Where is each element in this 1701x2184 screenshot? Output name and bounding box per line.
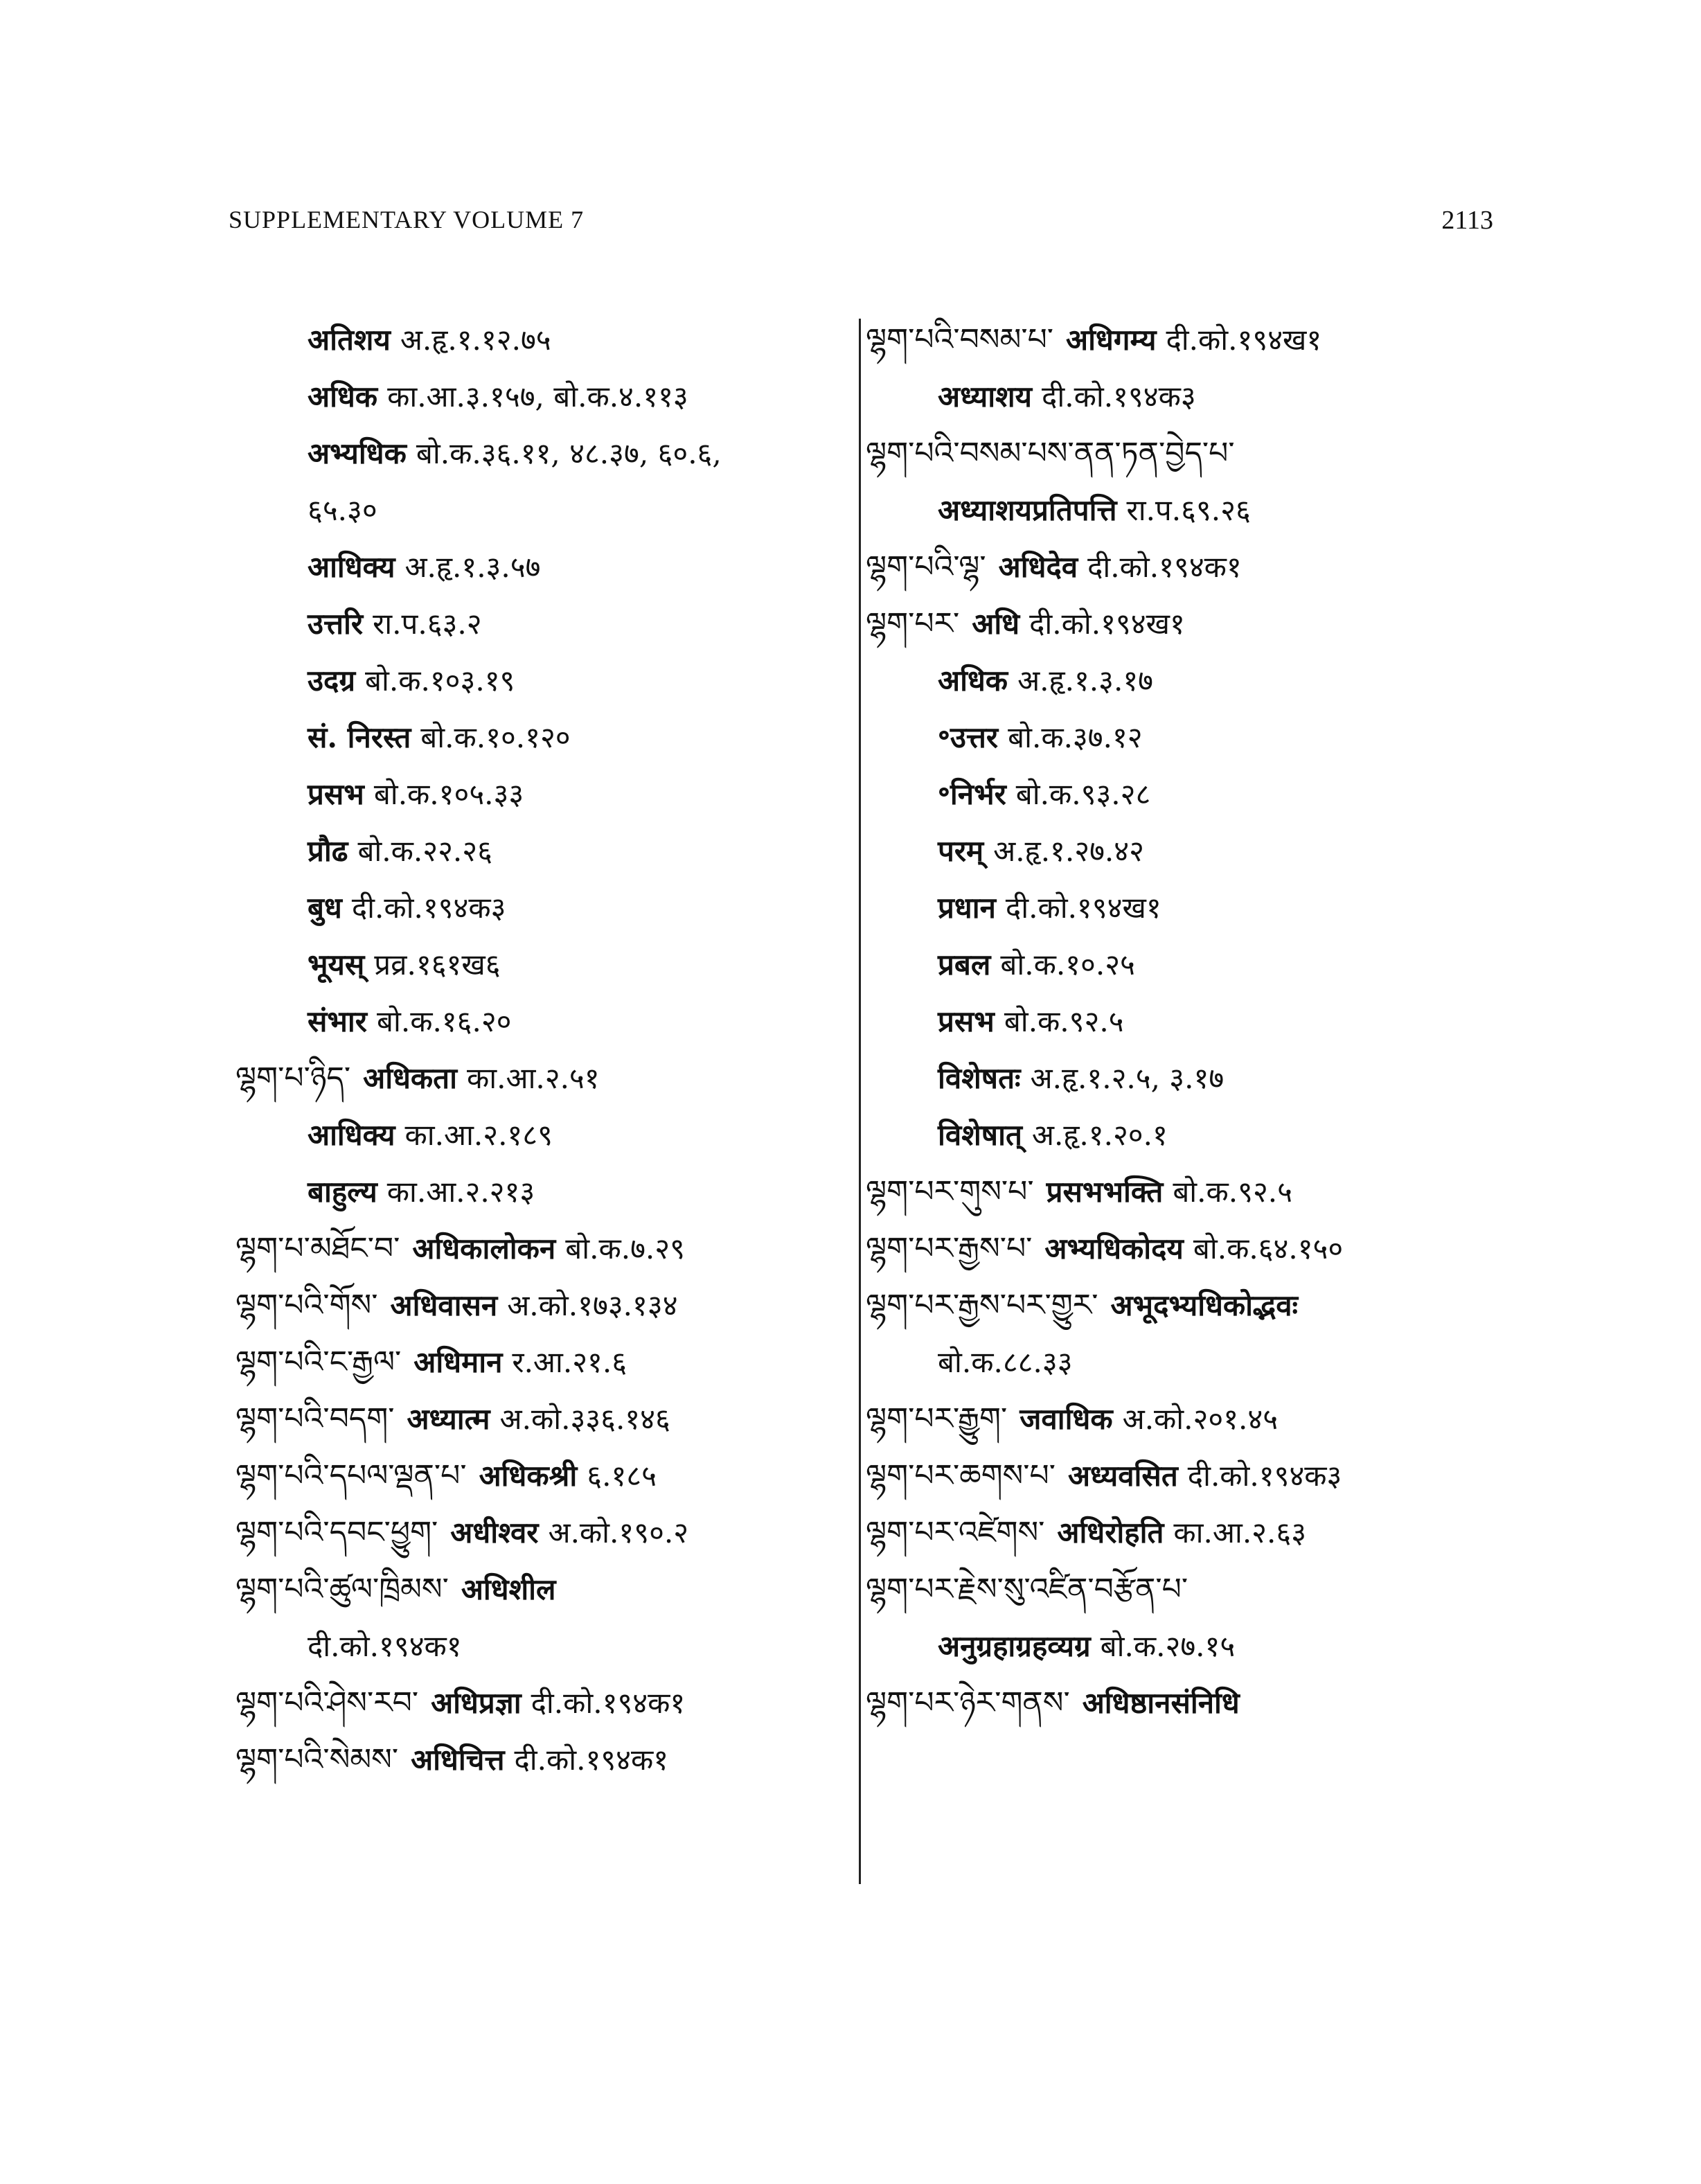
source-reference: का.आ.३.१५७, बो.क.४.११३	[387, 380, 688, 414]
dictionary-entry	[866, 312, 1489, 369]
source-reference: प्रव्र.१६१ख६	[374, 948, 501, 982]
source-reference: रा.प.६९.२६	[1126, 493, 1251, 527]
dictionary-entry	[866, 596, 1489, 652]
sanskrit-equivalent: संभार	[308, 1004, 367, 1038]
tibetan-headword: ལྷག་པའི་སེམས་	[235, 1742, 399, 1777]
sanskrit-equivalent: अतिशय	[308, 323, 391, 357]
tibetan-headword: ལྷག་པར་འཛེགས་	[866, 1515, 1045, 1550]
source-reference: दी.को.१९४ख१	[1166, 323, 1322, 357]
sanskrit-equivalent: अभ्यधिकोदय	[1044, 1232, 1184, 1266]
dictionary-entry	[235, 1675, 845, 1732]
source-reference: अ.को.१९०.२	[548, 1516, 689, 1550]
dictionary-entry	[235, 823, 845, 880]
tibetan-headword: ལྷག་པ་མཐོང་བ་	[235, 1231, 400, 1266]
sanskrit-equivalent: उत्तरि	[308, 607, 364, 641]
sanskrit-equivalent: सं. निरस्त	[308, 720, 411, 754]
dictionary-entry	[235, 709, 845, 766]
source-reference: बो.क.६४.१५०	[1193, 1232, 1344, 1266]
page-number: 2113	[1441, 206, 1493, 235]
sanskrit-equivalent: अध्याशय	[938, 380, 1033, 414]
source-reference: बो.क.९२.५	[1173, 1175, 1293, 1209]
source-reference: दी.को.१९४क१	[531, 1686, 686, 1720]
dictionary-entry	[866, 1504, 1489, 1561]
dictionary-entry	[866, 1448, 1489, 1504]
sanskrit-equivalent: अधीश्वर	[450, 1516, 539, 1550]
sanskrit-equivalent: अधिकालोकन	[412, 1232, 556, 1266]
source-reference: का.आ.२.१८९	[404, 1118, 553, 1152]
sanskrit-equivalent: परम्	[938, 834, 984, 868]
dictionary-entry	[235, 539, 845, 596]
sanskrit-equivalent: अधिष्ठानसंनिधि	[1082, 1686, 1240, 1720]
sanskrit-equivalent: प्रसभ	[938, 1004, 995, 1038]
dictionary-entry	[866, 1561, 1489, 1618]
left-column	[235, 312, 845, 1788]
source-reference: बो.क.२२.२६	[357, 834, 492, 868]
source-reference: अ.हृ.१.३.५७	[404, 550, 541, 584]
dictionary-entry	[866, 1107, 1489, 1164]
sanskrit-equivalent: अध्याशयप्रतिपत्ति	[938, 493, 1117, 527]
tibetan-headword: ལྷག་པའི་བསམ་པས་ནན་ཏན་བྱེད་པ་	[866, 436, 1235, 471]
dictionary-entry	[866, 1220, 1489, 1277]
source-reference: दी.को.१९४क१	[308, 1629, 462, 1663]
source-reference: दी.को.१९४क३	[1187, 1459, 1342, 1493]
dictionary-entry	[866, 936, 1489, 993]
dictionary-entry	[866, 1050, 1489, 1107]
sanskrit-equivalent: अधिक	[938, 664, 1008, 698]
dictionary-entry	[866, 539, 1489, 596]
tibetan-headword: ལྷག་པ་ཉིད་	[235, 1060, 351, 1096]
dictionary-entry	[235, 425, 845, 482]
dictionary-entry	[235, 880, 845, 936]
source-reference: अ.हृ.१.१२.७५	[400, 323, 551, 357]
dictionary-entry	[235, 652, 845, 709]
sanskrit-equivalent: अधिशील	[461, 1572, 556, 1606]
dictionary-entry	[866, 766, 1489, 823]
source-reference: बो.क.१०.१२०	[420, 720, 571, 754]
source-reference: दी.को.१९४ख१	[1029, 607, 1185, 641]
source-reference: बो.क.१०३.१९	[365, 664, 515, 698]
source-reference: बो.क.८८.३३	[938, 1345, 1073, 1379]
sanskrit-equivalent: भूयस्	[308, 948, 365, 982]
right-column	[866, 312, 1489, 1732]
dictionary-entry	[235, 369, 845, 425]
sanskrit-equivalent: अधिकता	[363, 1061, 457, 1095]
dictionary-entry	[235, 993, 845, 1050]
source-reference: बो.क.१६.२०	[376, 1004, 512, 1038]
sanskrit-equivalent: प्रसभभक्ति	[1046, 1175, 1164, 1209]
sanskrit-equivalent: प्रधान	[938, 891, 996, 925]
source-reference: ६.१८५	[587, 1459, 657, 1493]
dictionary-entry	[866, 652, 1489, 709]
sanskrit-equivalent: उदग्र	[308, 664, 356, 698]
dictionary-entry	[235, 1107, 845, 1164]
source-reference: बो.क.९३.२८	[1015, 777, 1151, 811]
dictionary-entry	[235, 766, 845, 823]
dictionary-entry	[866, 993, 1489, 1050]
dictionary-entry	[866, 369, 1489, 425]
source-reference: अ.हृ.१.३.१७	[1017, 664, 1154, 698]
source-reference: दी.को.१९४क३	[1042, 380, 1196, 414]
dictionary-entry	[866, 880, 1489, 936]
dictionary-entry	[866, 1277, 1489, 1334]
source-reference: बो.क.७.२९	[565, 1232, 685, 1266]
dictionary-entry	[235, 1448, 845, 1504]
tibetan-headword: ལྷག་པའི་ལྷ་	[866, 549, 986, 585]
source-reference: बो.क.९२.५	[1004, 1004, 1124, 1038]
tibetan-headword: ལྷག་པའི་ཤེས་རབ་	[235, 1685, 419, 1721]
sanskrit-equivalent: अधिकश्री	[479, 1459, 578, 1493]
tibetan-headword: ལྷག་པར་ཉེར་གནས་	[866, 1685, 1070, 1721]
tibetan-headword: ལྷག་པའི་དཔལ་ལྡན་པ་	[235, 1458, 467, 1493]
sanskrit-equivalent: विशेषतः	[938, 1061, 1021, 1095]
sanskrit-equivalent: अधिचित्त	[411, 1743, 505, 1777]
sanskrit-equivalent: प्रसभ	[308, 777, 364, 811]
tibetan-headword: ལྷག་པར་	[866, 606, 960, 641]
source-reference: का.आ.२.५१	[466, 1061, 600, 1095]
source-reference: अ.हृ.१.२०.१	[1031, 1118, 1168, 1152]
tibetan-headword: ལྷག་པའི་བསམ་པ་	[866, 322, 1054, 357]
sanskrit-equivalent: अधिगम्य	[1066, 323, 1157, 357]
source-reference: र.आ.२१.६	[512, 1345, 627, 1379]
sanskrit-equivalent: ॰निर्भर	[938, 777, 1006, 811]
sanskrit-equivalent: अधि	[972, 607, 1020, 641]
dictionary-entry	[235, 1618, 845, 1675]
tibetan-headword: ལྷག་པར་རྒྱས་པར་གྱུར་	[866, 1288, 1098, 1323]
dictionary-entry	[866, 1164, 1489, 1220]
sanskrit-equivalent: जवाधिक	[1019, 1402, 1113, 1436]
sanskrit-equivalent: प्रौढ	[308, 834, 348, 868]
source-reference: ६५.३०	[308, 493, 377, 527]
tibetan-headword: ལྷག་པར་གུས་པ་	[866, 1174, 1034, 1209]
sanskrit-equivalent: अध्यवसित	[1067, 1459, 1178, 1493]
sanskrit-equivalent: अधिक	[308, 380, 378, 414]
sanskrit-equivalent: विशेषात्	[938, 1118, 1022, 1152]
source-reference: दी.को.१९४क१	[514, 1743, 669, 1777]
dictionary-entry	[235, 312, 845, 369]
tibetan-headword: ལྷག་པའི་ང་རྒྱལ་	[235, 1344, 402, 1380]
sanskrit-equivalent: आधिक्य	[308, 550, 395, 584]
dictionary-entry	[866, 1618, 1489, 1675]
dictionary-entry	[866, 1391, 1489, 1448]
dictionary-entry	[866, 482, 1489, 539]
source-reference: रा.प.६३.२	[373, 607, 482, 641]
sanskrit-equivalent: अभ्यधिक	[308, 436, 407, 470]
sanskrit-equivalent: अनुग्रहाग्रहव्यग्र	[938, 1629, 1091, 1663]
sanskrit-equivalent: बाहुल्य	[308, 1175, 377, 1209]
source-reference: दी.को.१९४ख१	[1005, 891, 1161, 925]
tibetan-headword: ལྷག་པའི་དབང་ཕྱུག་	[235, 1515, 438, 1550]
sanskrit-equivalent: अधिदेव	[998, 550, 1078, 584]
sanskrit-equivalent: अधिवासन	[390, 1288, 498, 1322]
source-reference: बो.क.३७.१२	[1008, 720, 1143, 754]
sanskrit-equivalent: अधिमान	[413, 1345, 503, 1379]
dictionary-entry	[235, 936, 845, 993]
dictionary-entry	[235, 1561, 845, 1618]
source-reference: बो.क.१०.२५	[1000, 948, 1135, 982]
sanskrit-equivalent: अध्यात्म	[407, 1402, 490, 1436]
source-reference: अ.को.३३६.१४६	[499, 1402, 670, 1436]
source-reference: बो.क.२७.१५	[1100, 1629, 1236, 1663]
dictionary-entry	[866, 823, 1489, 880]
source-reference: बो.क.१०५.३३	[373, 777, 524, 811]
sanskrit-equivalent: बुध	[308, 891, 342, 925]
tibetan-headword: ལྷག་པར་ཆགས་པ་	[866, 1458, 1056, 1493]
sanskrit-equivalent: अधिरोहति	[1057, 1516, 1164, 1550]
dictionary-entry	[235, 1220, 845, 1277]
dictionary-entry	[866, 1675, 1489, 1732]
source-reference: बो.क.३६.११, ४८.३७, ६०.६,	[416, 436, 722, 470]
running-title: SUPPLEMENTARY VOLUME 7	[229, 206, 585, 233]
column-divider	[859, 319, 861, 1884]
dictionary-entry	[235, 1732, 845, 1788]
source-reference: दी.को.१९४क३	[351, 891, 506, 925]
source-reference: दी.को.१९४क१	[1087, 550, 1242, 584]
source-reference: का.आ.२.२१३	[386, 1175, 535, 1209]
sanskrit-equivalent: अधिप्रज्ञा	[431, 1686, 522, 1720]
source-reference: अ.को.१७३.१३४	[507, 1288, 678, 1322]
tibetan-headword: ལྷག་པའི་བདག་	[235, 1401, 395, 1437]
source-reference: अ.हृ.१.२७.४२	[993, 834, 1144, 868]
dictionary-entry	[866, 425, 1489, 482]
dictionary-entry	[866, 1334, 1489, 1391]
tibetan-headword: ལྷག་པར་རྒྱུག་	[866, 1401, 1008, 1437]
tibetan-headword: ལྷག་པར་རྗེས་སུ་འཛིན་བརྩོན་པ་	[866, 1572, 1188, 1607]
tibetan-headword: ལྷག་པར་རྒྱས་པ་	[866, 1231, 1033, 1266]
dictionary-entry	[235, 1391, 845, 1448]
sanskrit-equivalent: ॰उत्तर	[938, 720, 999, 754]
dictionary-entry	[235, 482, 845, 539]
dictionary-entry	[235, 1504, 845, 1561]
tibetan-headword: ལྷག་པའི་གོས་	[235, 1288, 378, 1323]
tibetan-headword: ལྷག་པའི་ཚུལ་ཁྲིམས་	[235, 1572, 449, 1607]
dictionary-entry	[235, 1334, 845, 1391]
dictionary-entry	[235, 1050, 845, 1107]
sanskrit-equivalent: अभूदभ्यधिकोद्भवः	[1110, 1288, 1299, 1322]
source-reference: अ.हृ.१.२.५, ३.१७	[1030, 1061, 1224, 1095]
dictionary-entry	[866, 709, 1489, 766]
sanskrit-equivalent: प्रबल	[938, 948, 991, 982]
sanskrit-equivalent: आधिक्य	[308, 1118, 395, 1152]
page-header	[229, 205, 1493, 247]
dictionary-entry	[235, 1277, 845, 1334]
dictionary-entry	[235, 1164, 845, 1220]
dictionary-entry	[235, 596, 845, 652]
source-reference: का.आ.२.६३	[1173, 1516, 1307, 1550]
source-reference: अ.को.२०१.४५	[1122, 1402, 1279, 1436]
